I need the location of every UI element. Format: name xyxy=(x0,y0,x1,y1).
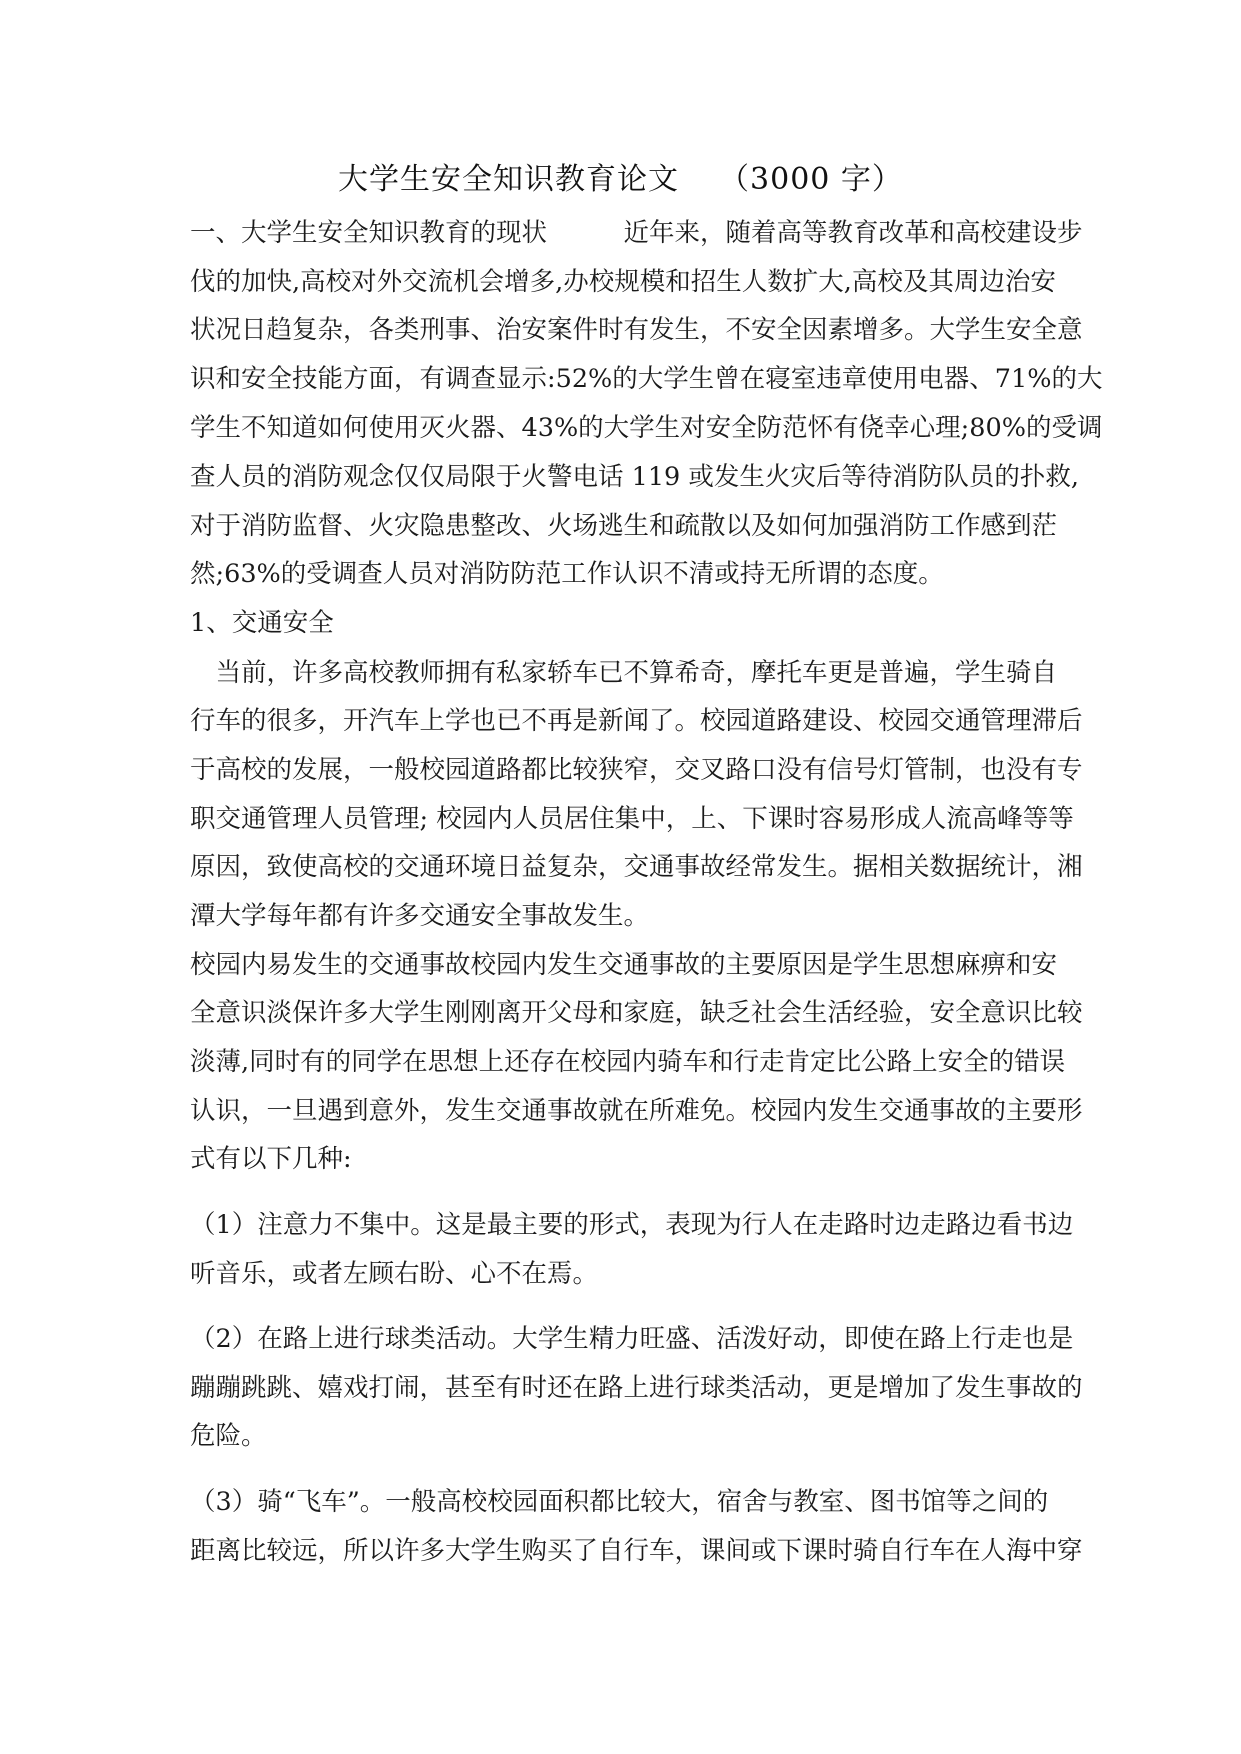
text-line: 当前，许多高校教师拥有私家轿车已不算希奇，摩托车更是普遍，学生骑自 xyxy=(190,658,1058,688)
text-line: 原因，致使高校的交通环境日益复杂，交通事故经常发生。据相关数据统计，湘 xyxy=(190,852,1083,882)
text-line: 然;63%的受调查人员对消防防范工作认识不清或持无所谓的态度。 xyxy=(190,559,944,589)
text-line: 式有以下几种: xyxy=(190,1144,352,1174)
text-line: 于高校的发展，一般校园道路都比较狭窄，交叉路口没有信号灯管制，也没有专 xyxy=(190,755,1083,785)
text-line: 学生不知道如何使用灭火器、43%的大学生对安全防范怀有侥幸心理;80%的受调 xyxy=(190,413,1103,443)
title-main: 大学生安全知识教育论文 xyxy=(338,162,680,197)
text-line: （2）在路上进行球类活动。大学生精力旺盛、活泼好动，即使在路上行走也是 xyxy=(190,1324,1074,1354)
text-line: （1）注意力不集中。这是最主要的形式，表现为行人在走路时边走路边看书边 xyxy=(190,1210,1074,1240)
text-line: 对于消防监督、火灾隐患整改、火场逃生和疏散以及如何加强消防工作感到茫 xyxy=(190,511,1058,541)
text-line: 听音乐，或者左顾右盼、心不在焉。 xyxy=(190,1259,599,1289)
text-line: 潭大学每年都有许多交通安全事故发生。 xyxy=(190,901,650,931)
text-line: 职交通管理人员管理; 校园内人员居住集中，上、下课时容易形成人流高峰等等 xyxy=(190,804,1074,834)
text-line: 行车的很多，开汽车上学也已不再是新闻了。校园道路建设、校园交通管理滞后 xyxy=(190,706,1083,736)
text-line: 危险。 xyxy=(190,1421,267,1451)
text-line: 伐的加快,高校对外交流机会增多,办校规模和招生人数扩大,高校及其周边治安 xyxy=(190,267,1056,297)
text-line: 状况日趋复杂，各类刑事、治安案件时有发生，不安全因素增多。大学生安全意 xyxy=(190,315,1083,345)
page-title xyxy=(0,160,1241,200)
text-line: 1、交通安全 xyxy=(190,608,334,638)
text-line: 识和安全技能方面，有调查显示:52%的大学生曾在寝室违章使用电器、71%的大 xyxy=(190,364,1103,394)
text-line: （3）骑“飞车”。一般高校校园面积都比较大，宿舍与教室、图书馆等之间的 xyxy=(190,1487,1049,1517)
text-line: 蹦蹦跳跳、嬉戏打闹，甚至有时还在路上进行球类活动，更是增加了发生事故的 xyxy=(190,1373,1083,1403)
text-line: 认识，一旦遇到意外，发生交通事故就在所难免。校园内发生交通事故的主要形 xyxy=(190,1096,1083,1126)
text-line: 距离比较远，所以许多大学生购买了自行车，课间或下课时骑自行车在人海中穿 xyxy=(190,1536,1083,1566)
title-word-count: （3000 字） xyxy=(719,162,903,197)
text-line: 一、大学生安全知识教育的现状 近年来，随着高等教育改革和高校建设步 xyxy=(190,218,1083,248)
text-line: 淡薄,同时有的同学在思想上还存在校园内骑车和行走肯定比公路上安全的错误 xyxy=(190,1047,1066,1077)
text-line: 校园内易发生的交通事故校园内发生交通事故的主要原因是学生思想麻痹和安 xyxy=(190,950,1058,980)
text-line: 全意识淡保许多大学生刚刚离开父母和家庭，缺乏社会生活经验，安全意识比较 xyxy=(190,998,1083,1028)
text-line: 查人员的消防观念仅仅局限于火警电话 119 或发生火灾后等待消防队员的扑救, xyxy=(190,462,1079,492)
